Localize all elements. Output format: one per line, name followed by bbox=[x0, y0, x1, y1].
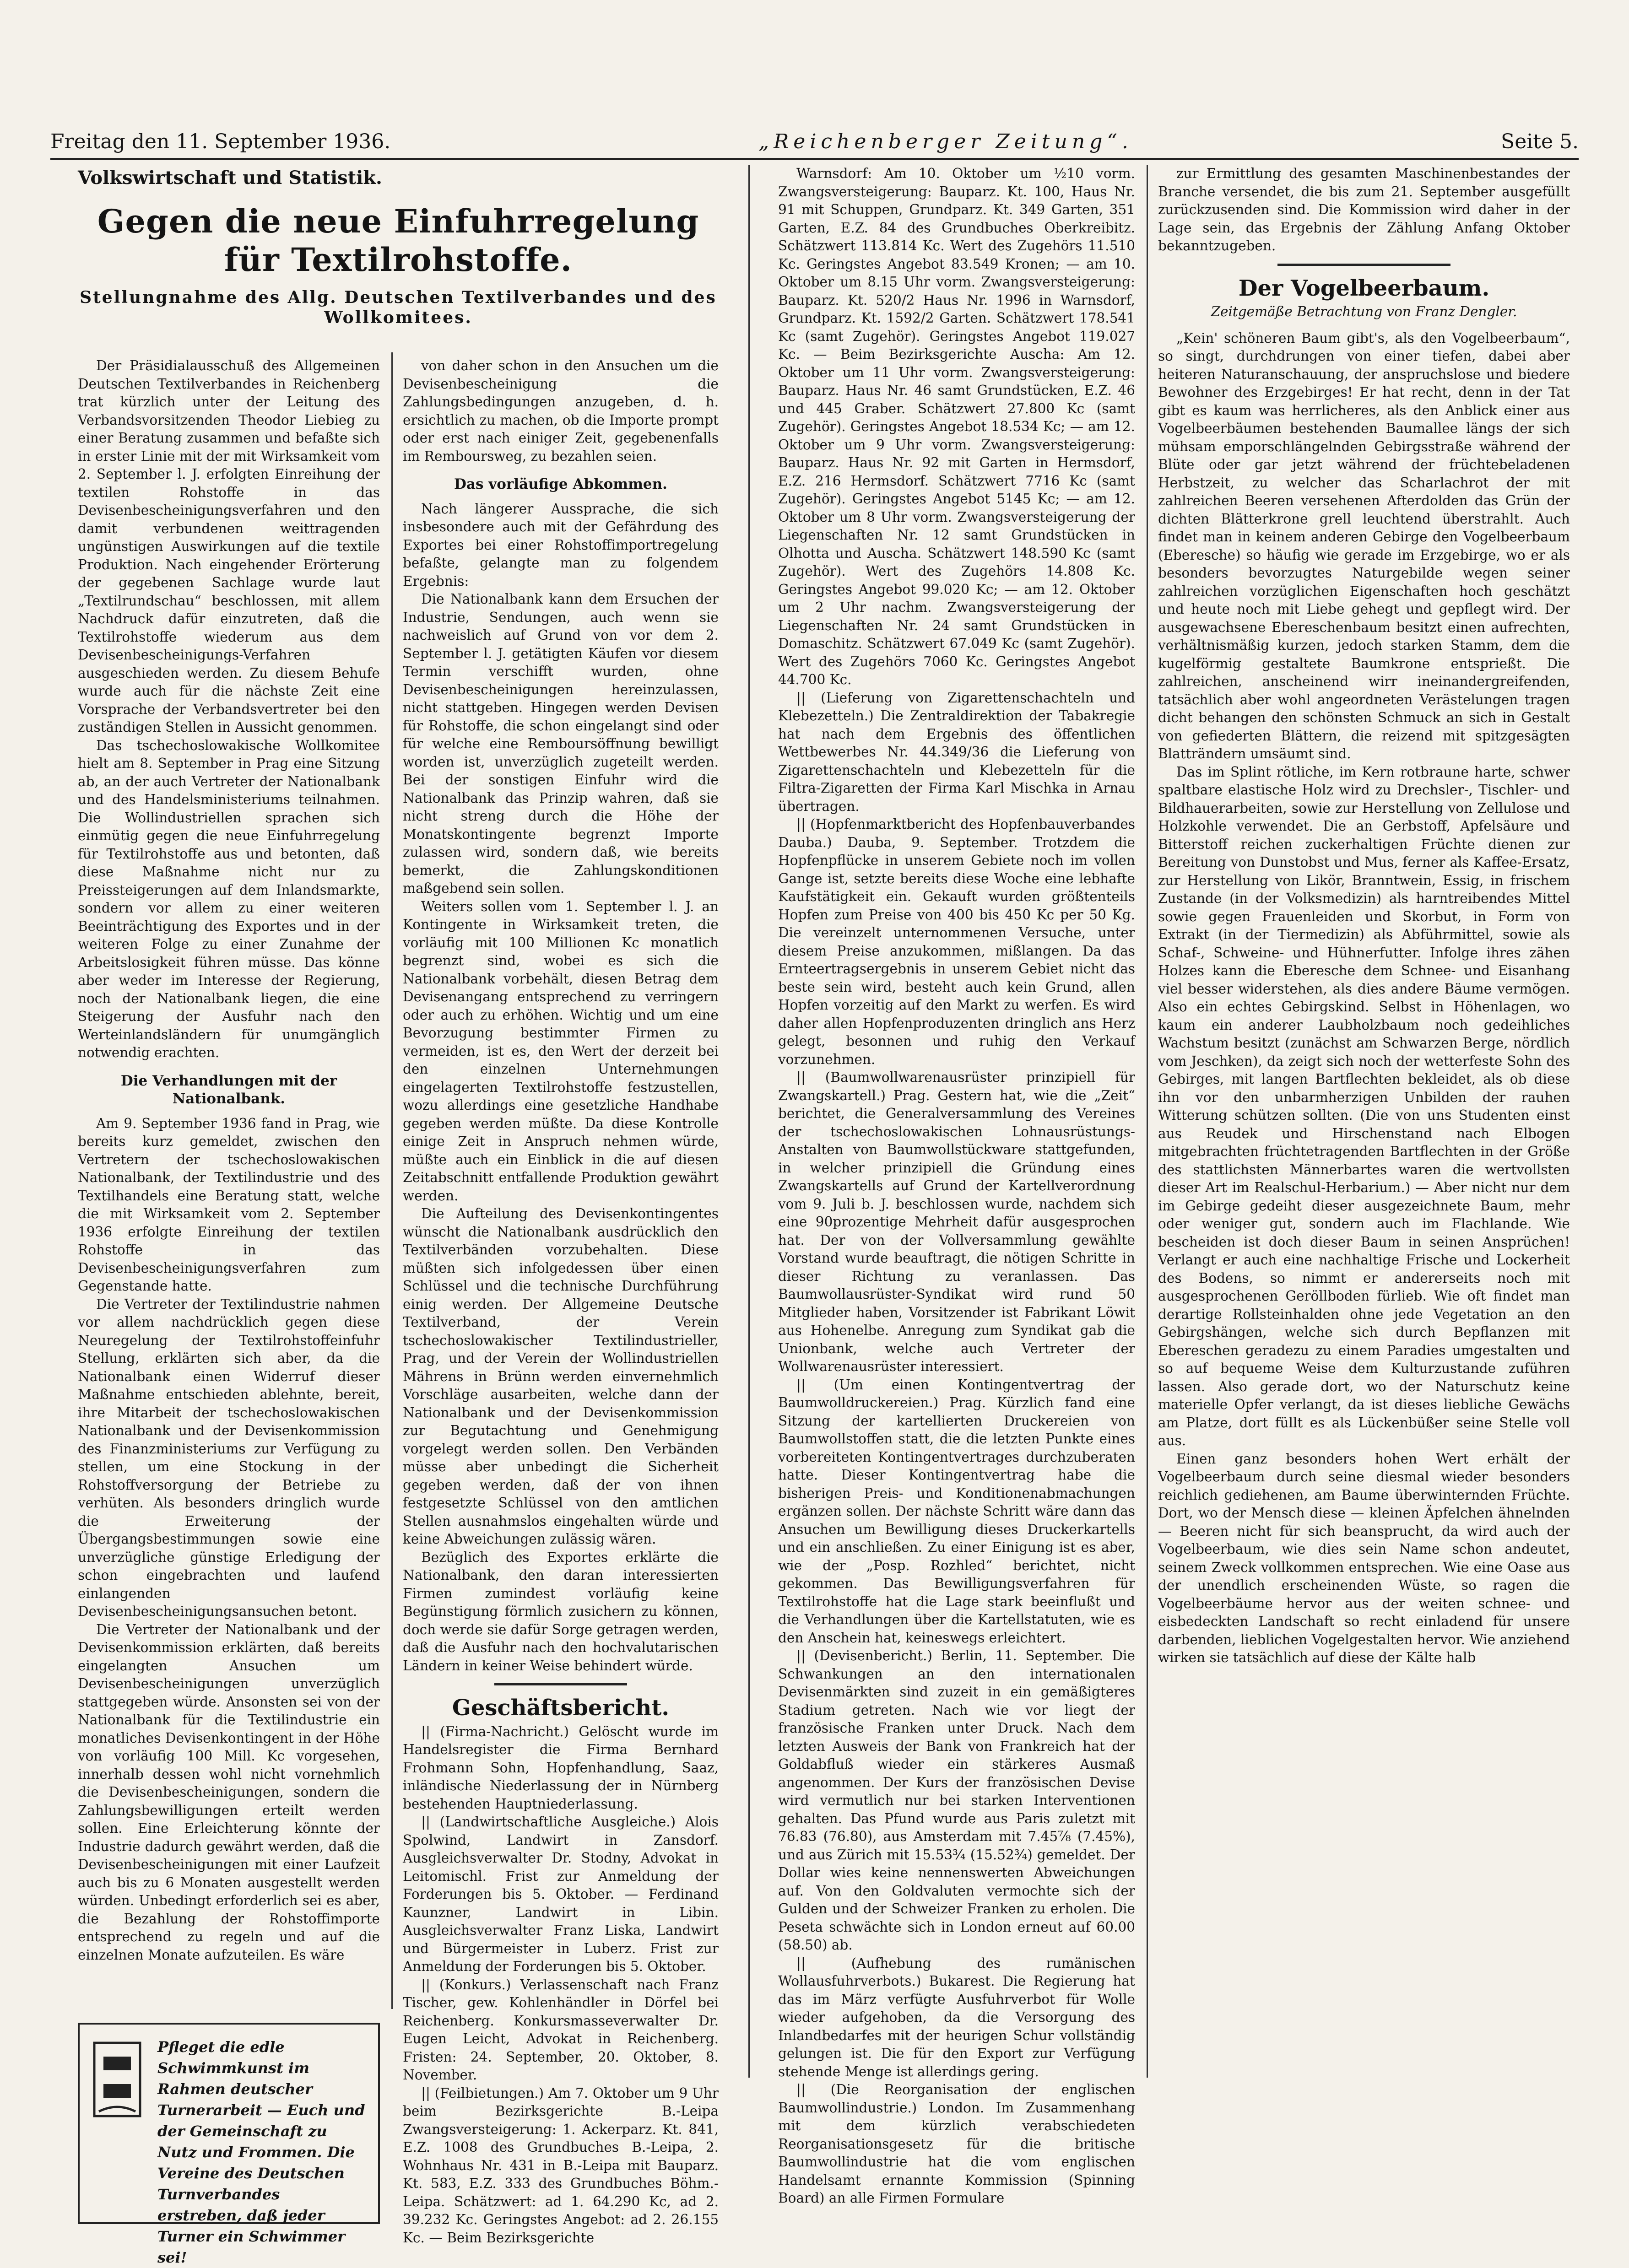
notice-paragraph: || (Um einen Kontingentvertrag der Baumwolldruckereien.) Prag. Kürzlich fand eine Sitzung der kartellierten Druckereien von Baumwollstoffen statt, die die letzten Punkte eines vorbereiteten Kontingentvertrages durchzuberaten hatte. Dieser Kontingentvertrag habe die bisherigen Preis- und Konditionenabmachungen ergänzen sollen. Der nächste Schritt wäre dann das Ansuchen um Bewilligung dieses Druckerkartells und ein anschließen. Zu einer Einigung ist es aber, wie der „Posp. Rozhled“ berichtet, nicht gekommen. Das Bewilligungsverfahren für Textilrohstoffe hat die Lage stark beeinflußt und die Verhandlungen über die Kartellstatuten, wie es den Anschein hat, keineswegs erleichtert. bbox=[778, 1377, 1135, 1646]
geschaeftsbericht-heading: Geschäftsbericht. bbox=[452, 1695, 670, 1721]
article-paragraph: Der Präsidialausschuß des Allgemeinen Deutschen Textilverbandes in Reichenberg trat kürzlich unter der Leitung des Verbandsvorsitzenden Theodor Liebieg zu einer Beratung zusammen und befaßte sich in erster Linie mit der mit Wirksamkeit vom 2. September l. J. erfolgten Einreihung der textilen Rohstoffe in das Devisenbescheinigungsverfahren und den damit verbundenen weittragenden ungünstigen Auswirkungen auf die textile Produktion. Nach eingehender Erörterung der gegebenen Sachlage wurde laut „Textilrundschau“ beschlossen, mit allem Nachdruck dafür einzutreten, daß die Textilrohstoffe wiederum aus dem Devisenbescheinigungs-Verfahren ausgeschieden werden. Zu diesem Behufe wurde auch für die nächste Zeit eine Vorsprache der Verbandsvertreter bei den zuständigen Stellen in Aussicht genommen. bbox=[78, 358, 380, 735]
notice-paragraph: || (Aufhebung des rumänischen Wollausfuhrverbots.) Bukarest. Die Regierung hat das im März verfügte Ausfuhrverbot für Wolle wieder aufgehoben, da die Versorgung des Inlandbedarfes mit der heurigen Schur vollständig gelungen ist. Die für den Export zur Verfügung stehende Menge ist allerdings gering. bbox=[778, 1955, 1135, 2079]
feuilleton-paragraph: Das im Splint rötliche, im Kern rotbraune harte, schwer spaltbare elastische Holz wird zu Drechsler-, Tischler- und Bildhauerarbeiten, sowie zur Herstellung von Zellulose und Holzkohle verwendet. Die an Gerbstoff, Apfelsäure und Bitterstoff reichen zuckerhaltigen Früchte dienen zur Bereitung von Dunstobst und Mus, ferner als Kaffee-Ersatz, zur Herstellung von Likör, Branntwein, Essig, in frischem Zustande (in der Volksmedizin) als harntreibendes Mittel sowie gegen Frauenleiden und Skorbut, in Form von Extrakt (in der Tiermedizin) als Abführmittel, sowie als Schaf-, Schweine- und Hühnerfutter. Infolge ihres zähen Holzes kann die Eberesche dem Schnee- und Eisanhang viel besser widerstehen, als dies andere Bäume vermögen. Also ein echtes Gebirgskind. Selbst in Höhenlagen, wo kaum ein anderer Laubholzbaum noch gedeihliches Wachstum besitzt (zunächst am Schwarzen Berge, nördlich vom Jeschken), da zeigt sich noch der wetterfeste Sohn des Gebirges, mit langen Bartflechten bekleidet, als ob diese ihn vor den unbarmherzigen Unbilden der rauhen Witterung schützen sollten. (Die von uns Studenten einst aus Reudek und Hirschenstand nach Elbogen mitgebrachten früchtetragenden Bartflechten in der Größe des stattlichsten Männerbartes waren die wertvollsten dieser Art im Realschul-Herbarium.) — Aber nicht nur dem im Gebirge gedeiht dieser ausgezeichnete Baum, mehr oder weniger gut, sondern auch im Flachlande. Wie bescheiden ist doch dieser Baum in seinen Ansprüchen! Verlangt er auch eine nachhaltige Frische und Lockerheit des Bodens, so nimmt er andererseits noch mit ausgesprochenen Geröllboden fürlieb. Wie oft findet man derartige Rollsteinhalden ohne jede Vegetation an den Gebirgshängen, welche sich durch Bepflanzen mit Ebereschen geradezu zu einem Paradies umgestalten und so auf bequeme Weise dem Kulturzustande zuführen lassen. Also gerade dort, wo der Naturschutz keine materielle Opfer verlangt, da ist dieses liebliche Gewächs am Platze, dort füllt es als Lückenbüßer seine Stelle voll aus. bbox=[1158, 764, 1570, 1448]
notice-paragraph: || (Feilbietungen.) Am 7. Oktober um 9 Uhr beim Bezirksgerichte B.-Leipa Zwangsversteigerung: 1. Ackerparz. Kt. 841, E.Z. 1008 des Grundbuches B.-Leipa, 2. Wohnhaus Nr. 431 in B.-Leipa mit Bauparz. Kt. 583, E.Z. 333 des Grundbuches Böhm.-Leipa. Schätzwert: ad 1. 64.290 Kc, ad 2. 39.232 Kc. Geringstes Angebot: ad 2. 26.155 Kc. — Beim Bezirksgerichte bbox=[403, 2085, 719, 2246]
notice-paragraph: || (Lieferung von Zigarettenschachteln und Klebezetteln.) Die Zentraldirektion der Tabakregie hat nach dem Ergebnis des öffentlichen Wettbewerbes Nr. 44.349/36 die Lieferung von Zigarettenschachteln und Klebezetteln für die Filtra-Zigaretten der Firma Karl Mischka in Arnau übertragen. bbox=[778, 690, 1135, 814]
column-1 bbox=[78, 357, 380, 1964]
headline-block bbox=[78, 167, 719, 334]
article-subheading: Das vorläufige Abkommen. bbox=[454, 476, 667, 492]
notice-paragraph: || (Landwirtschaftliche Ausgleiche.) Alois Spolwind, Landwirt in Zansdorf. Ausgleichsverwalter Dr. Stodny, Advokat in Leitomischl. Frist zur Anmeldung der Forderungen bis 5. Oktober. — Ferdinand Kaunzner, Landwirt in Libin. Ausgleichsverwalter Franz Liska, Landwirt und Bürgermeister in Luberz. Frist zur Anmeldung der Forderungen bis 5. Oktober. bbox=[403, 1814, 719, 1974]
article-paragraph: Bezüglich des Exportes erklärte die Nationalbank, den daran interessierten Firmen zumindest vorläufig keine Begünstigung förmlich zusichern zu können, doch werde sie dafür Sorge getragen werden, daß die Ausfuhr nach den hochvalutarischen Ländern in keiner Weise behindert würde. bbox=[403, 1549, 719, 1674]
notice-paragraph: || (Die Reorganisation der englischen Baumwollindustrie.) London. Im Zusammenhang mit dem kürzlich verabschiedeten Reorganisationsgesetz für die britische Baumwollindustrie hat die vom englischen Handelsamt ernannte Kommission (Spinning Board) an alle Firmen Formulare bbox=[778, 2082, 1135, 2206]
article-paragraph: Am 9. September 1936 fand in Prag, wie bereits kurz gemeldet, zwischen den Vertretern der tschechoslowakischen Nationalbank, der Textilindustrie und des Textilhandels eine Beratung statt, welche die mit Wirksamkeit vom 2. September 1936 erfolgte Einreihung der textilen Rohstoffe in das Devisenbescheinigungsverfahren zum Gegenstande hatte. bbox=[78, 1115, 380, 1294]
column-separator bbox=[391, 352, 393, 2009]
header-paper-name: „Reichenberger Zeitung“. bbox=[758, 130, 1133, 153]
section-divider bbox=[1277, 264, 1450, 266]
feuilleton-paragraph: Einen ganz besonders hohen Wert erhält der Vogelbeerbaum durch seine diesmal wieder besonders reichlich gediehenen, am Baume überwinternden Früchte. Dort, wo der Mensch diese — kleinen Äpfelchen ähnelnden — Beeren nicht für sich beansprucht, da wird auch der Vogelbeerbaum, wie dies sein Name schon andeutet, seinem Zweck vollkommen entsprechen. Wie eine Oase aus der unendlich erscheinenden Wüste, so ragen die Vogelbeerbäume hervor aus der weiten schnee- und eisbedeckten Landschaft so recht einladend für unsere darbenden, lieblichen Vogelgestalten hervor. Wie anziehend wirken sie tatsächlich auf diese der Kälte halb bbox=[1158, 1451, 1570, 1665]
notice-paragraph: || (Firma-Nachricht.) Gelöscht wurde im Handelsregister die Firma Bernhard Frohmann Sohn, Hopfenhandlung, Saaz, inländische Niederlassung der in Nürnberg bestehenden Hauptniederlassung. bbox=[403, 1723, 719, 1812]
article-paragraph: Die Nationalbank kann dem Ersuchen der Industrie, Sendungen, auch wenn sie nachweislich auf Grund von vor dem 2. September l. J. getätigten Käufen vor diesem Termin verschifft wurden, ohne Devisenbescheinigungen hereinzulassen, nicht stattgeben. Hingegen werden Devisen für Rohstoffe, die schon eingelangt sind oder für welche eine Remboursöffnung bewilligt worden ist, unverzüglich zugeteilt werden. Bei der sonstigen Einfuhr wird die Nationalbank das Prinzip wahren, daß sie nicht streng durch die Höhe der Monatskontingente begrenzt Importe zulassen wird, sondern daß, wie bereits bemerkt, die Zahlungskonditionen maßgebend sein sollen. bbox=[403, 591, 719, 896]
column-separator bbox=[748, 165, 750, 2078]
article-paragraph: Das tschechoslowakische Wollkomitee hielt am 8. September in Prag eine Sitzung ab, an der auch Vertreter der Nationalbank und des Handelsministeriums teilnahmen. Die Wollindustriellen sprachen sich einmütig gegen die neue Einfuhrregelung für Textilrohstoffe aus und betonten, daß diese Maßnahme nicht nur zu Preissteigerungen auf dem Inlandsmarkte, sondern vor allem zu einer weiteren Beeinträchtigung des Exportes und in der weiteren Folge zu einer Zunahme der Arbeitslosigkeit führen müsse. Das könne aber weder im Interesse der Regierung, noch der Nationalbank liegen, die eine Steigerung der Ausfuhr nach den Werteinlandsländern für unumgänglich notwendig erachten. bbox=[78, 737, 380, 1060]
header-rule bbox=[50, 158, 1579, 160]
turner-emblem-icon bbox=[90, 2038, 145, 2121]
advertisement-box bbox=[78, 2023, 380, 2266]
notice-paragraph: || (Baumwollwarenausrüster prinzipiell für Zwangskartell.) Prag. Gestern hat, wie die „Zeit“ berichtet, die Generalversammlung des Vereines der tschechoslowakischen Lohnausrüstungs-Anstalten von Baumwollstückware stattgefunden, in welcher prinzipiell die Gründung eines Zwangskartells auf Grund der Kartellverordnung vom 9. Juli b. J. beschlossen wurde, nachdem sich eine 90prozentige Mehrheit dafür ausgesprochen hat. Der von der Vollversammlung gewählte Vorstand wurde beauftragt, die nötigen Schritte in dieser Richtung zu veranlassen. Das Baumwollausrüster-Syndikat wird rund 50 Mitglieder haben, Vorsitzender ist Fabrikant Löwit aus Hohenelbe. Anregung zum Syndikat gab die Unionbank, welche auch Vertreter der Wollwarenausrüster interessiert. bbox=[778, 1069, 1135, 1374]
feuilleton-title: Der Vogelbeerbaum. bbox=[1238, 275, 1490, 301]
article-paragraph: Weiters sollen vom 1. September l. J. an Kontingente in Wirksamkeit treten, die vorläufig mit 100 Millionen Kc monatlich begrenzt sind, wobei es sich die Nationalbank vorbehält, diesen Betrag dem Devisenangang entsprechend zu verringern oder auch zu erhöhen. Wichtig und um eine Bevorzugung bestimmter Firmen zu vermeiden, ist es, den Wert der derzeit bei den einzelnen Unternehmungen eingelagerten Textilrohstoffe festzustellen, wozu allerdings eine gesetzliche Handhabe gegeben werden müßte. Da diese Kontrolle einige Zeit in Anspruch nehmen würde, müßte auch ein Einblick in die auf diesen Zeitabschnitt entfallende Produktion gewährt werden. bbox=[403, 898, 719, 1204]
article-paragraph: Die Vertreter der Nationalbank und der Devisenkommission erklärten, daß bereits eingelangten Ansuchen um Devisenbescheinigungen unverzüglich stattgegeben würde. Ansonsten sei von der Nationalbank für die Textilindustrie ein monatliches Devisenkontingent in der Höhe von vorläufig 100 Mill. Kc vorgesehen, innerhalb dessen wohl nicht vornehmlich die Devisenbescheinigungen, sondern die Zahlungsbewilligungen erteilt werden sollen. Eine Erleichterung könnte der Industrie dadurch gewährt werden, daß die Devisenbescheinigungen mit einer Laufzeit auch bis zu 6 Monaten ausgestellt werden würden. Unbedingt erforderlich sei es aber, die Bezahlung der Rohstoffimporte entsprechend zu regeln und auf die einzelnen Monate aufzuteilen. Es wäre bbox=[78, 1621, 380, 1963]
article-subheading: Die Verhandlungen mit der Nationalbank. bbox=[120, 1072, 337, 1107]
column-separator bbox=[1147, 165, 1148, 2078]
article-paragraph: Die Aufteilung des Devisenkontingentes wünscht die Nationalbank ausdrücklich den Textilverbänden vorzubehalten. Diese müßten sich infolgedessen über einen Schlüssel und die technische Durchführung einig werden. Der Allgemeine Deutsche Textilverband, der Verein tschechoslowakischer Textilindustrieller, Prag, und der Verein der Wollindustriellen Mährens in Brünn werden einvernehmlich Vorschläge ausarbeiten, welche dann der Nationalbank und der Devisenkommission zur Begutachtung und Genehmigung vorgelegt werden sollen. Den Verbänden müsse aber unbedingt die Sicherheit gegeben werden, daß der von ihnen festgesetzte Schlüssel von den amtlichen Stellen ausnahmslos eingehalten würde und keine Abweichungen zulässig wären. bbox=[403, 1206, 719, 1547]
header-page-number: Seite 5. bbox=[1501, 130, 1579, 153]
section-label: Volkswirtschaft und Statistik. bbox=[78, 167, 382, 189]
subheadline: Stellungnahme des Allg. Deutschen Textilverbandes und des Wollkomitees. bbox=[80, 288, 717, 327]
notice-paragraph: || (Hopfenmarktbericht des Hopfenbauverbandes Dauba.) Dauba, 9. September. Trotzdem die Hopfenpflücke in unserem Gebiete noch im vollen Gange ist, setzte bereits diese Woche eine lebhafte Kaufstätigkeit ein. Gekauft wurden größtenteils Hopfen zum Preise von 400 bis 450 Kc per 50 Kg. Die vereinzelt unternommenen Versuche, unter diesem Preise anzukommen, mißlangen. Da das Ernteertragsergebnis in unserem Gebiet nicht das beste sein wird, besteht auch kein Grund, allen Hopfen vorzeitig auf den Markt zu werfen. Es wird daher allen Hopfenproduzenten dringlich ans Herz gelegt, besonnen und ruhig den Verkauf vorzunehmen. bbox=[778, 816, 1135, 1067]
feuilleton-paragraph: „Kein' schöneren Baum gibt's, als den Vogelbeerbaum“, so singt, durchdrungen von einer tiefen, dabei aber heiteren Naturanschauung, der anspruchslose und biedere Bewohner des Erzgebirges! Er hat recht, denn in der Tat gibt es kaum was herrlicheres, als den Anblick einer aus Vogelbeerbäumen bestehenden Baumallee längs der sich mühsam emporschlängelnden Gebirgsstraße während der Blüte oder gar jetzt während der früchtebeladenen Herbstzeit, zu welcher das Scharlachrot der mit zahlreichen Beeren versehenen Afterdolden das Grün der dichten Blätterkrone grell leuchtend überstrahlt. Auch findet man in keinem anderen Gebirge den Vogelbeerbaum (Eberesche) so häufig wie gerade im Erzgebirge, wo er als besonders bevorzugtes Naturgebilde wegen seiner zahlreichen vorzüglichen Eigenschaften hoch geschätzt und heute noch mit Liebe gehegt und gepflegt wird. Der ausgewachsene Ebereschenbaum besitzt einen aufrechten, verhältnismäßig kurzen, jedoch starken Stamm, dem die kugelförmig gestaltete Baumkrone entsprießt. Die zahlreichen, anscheinend wirr ineinandergreifenden, tatsächlich aber wohl angeordneten Verästelungen tragen dicht behangen den schönsten Schmuck an sich in Gestalt von gefiederten Blättern, die reizend mit spitzgesägten Blatträndern umsäumt sind. bbox=[1158, 330, 1570, 761]
header-date: Freitag den 11. September 1936. bbox=[50, 130, 391, 153]
column-3 bbox=[778, 165, 1135, 2208]
column-2 bbox=[403, 357, 719, 2247]
notice-paragraph: zur Ermittlung des gesamten Maschinenbestandes der Branche versendet, die bis zum 21. September ausgefüllt zurückzusenden sind. Die Kommission wird daher in der Lage sein, das Ergebnis der Zählung Anfang Oktober bekanntzugeben. bbox=[1158, 166, 1570, 254]
feuilleton-byline: Zeitgemäße Betrachtung von Franz Dengler. bbox=[1211, 304, 1517, 319]
notice-paragraph: || (Devisenbericht.) Berlin, 11. September. Die Schwankungen an den internationalen Devisenmärkten sind zuzeit in ein gemäßigteres Stadium getreten. Nach wie vor liegt der französische Franken unter Druck. Nach dem letzten Ausweis der Bank von Frankreich hat der Goldabfluß wieder ein stärkeres Ausmaß angenommen. Der Kurs der französischen Devise wird vermutlich nur bei starken Interventionen gehalten. Das Pfund wurde aus Paris zuletzt mit 76.83 (76.80), aus Amsterdam mit 7.45⅞ (7.45%), und aus Zürich mit 15.53¾ (15.52¾) gemeldet. Der Dollar wies keine nennenswerten Abweichungen auf. Von den Goldvaluten vermochte sich der Gulden und der Schweizer Franken zu erholen. Die Peseta schwächte sich in London erneut auf 60.00 (58.50) ab. bbox=[778, 1648, 1135, 1953]
article-paragraph: Die Vertreter der Textilindustrie nahmen vor allem nachdrücklich gegen diese Neuregelung der Textilrohstoffeinfuhr Stellung, erklärten sich aber, da die Nationalbank einen Widerruf dieser Maßnahme entschieden ablehnte, bereit, ihre Mitarbeit der tschechoslowakischen Nationalbank und der Devisenkommission des Finanzministeriums zur Verfügung zu stellen, um eine Stockung in der Rohstoffversorgung der Betriebe zu verhüten. Als besonders dringlich wurde die Erweiterung der Übergangsbestimmungen sowie eine unverzügliche günstige Erledigung der schon eingebrachten und laufend einlangenden Devisenbescheinigungsansuchen betont. bbox=[78, 1296, 380, 1619]
page-header bbox=[50, 112, 1579, 153]
column-4 bbox=[1158, 165, 1570, 1667]
headline: Gegen die neue Einfuhrregelung für Textilrohstoffe. bbox=[97, 202, 699, 279]
notice-paragraph: || (Konkurs.) Verlassenschaft nach Franz Tischer, gew. Kohlenhändler in Dörfel bei Reichenberg. Konkursmasseverwalter Dr. Eugen Leicht, Advokat in Reichenberg. Fristen: 24. September, 20. Oktober, 8. November. bbox=[403, 1976, 719, 2083]
section-divider bbox=[494, 1683, 627, 1685]
article-paragraph: von daher schon in den Ansuchen um die Devisenbescheinigung die Zahlungsbedingungen anzugeben, d. h. ersichtlich zu machen, ob die Importe prompt oder erst nach einiger Zeit, gegebenenfalls im Remboursweg, zu bezahlen seien. bbox=[403, 358, 719, 464]
article-paragraph: Nach längerer Aussprache, die sich insbesondere auch mit der Gefährdung des Exportes bei einer Rohstoffimportregelung befaßte, gelangte man zu folgendem Ergebnis: bbox=[403, 501, 719, 589]
advertisement-text: Pfleget die edle Schwimmkunst im Rahmen deutscher Turnerarbeit — Euch und der Gemeinschaft zu Nutz und Frommen. Die Vereine des Deutschen Turnverbandes erstreben, daß jeder Turner ein Schwimmer sei! bbox=[157, 2038, 365, 2266]
notice-paragraph: Warnsdorf: Am 10. Oktober um ½10 vorm. Zwangsversteigerung: Bauparz. Kt. 100, Haus Nr. 91 mit Schuppen, Grundparz. Kt. 349 Garten, 351 Garten, E.Z. 84 des Grundbuches Oberkreibitz. Schätzwert 113.814 Kc. Wert des Zugehörs 11.510 Kc. Geringstes Angebot 83.549 Kronen; — am 10. Oktober um 8.15 Uhr vorm. Zwangsversteigerung: Bauparz. Kt. 520/2 Haus Nr. 1996 in Warnsdorf, Grundparz. Kt. 1592/2 Garten. Schätzwert 178.541 Kc (samt Zugehör). Geringstes Angebot 119.027 Kc. — Beim Bezirksgerichte Auscha: Am 12. Oktober um 11 Uhr vorm. Zwangsversteigerung: Bauparz. Haus Nr. 46 samt Grundstücken, E.Z. 46 und 445 Graber. Schätzwert 27.800 Kc (samt Zugehör). Geringstes Angebot 18.534 Kc; — am 12. Oktober um 9 Uhr vorm. Zwangsversteigerung: Bauparz. Haus Nr. 92 mit Garten in Hermsdorf, E.Z. 216 Hermsdorf. Schätzwert 7716 Kc (samt Zugehör). Geringstes Angebot 5145 Kc; — am 12. Oktober um 8 Uhr vorm. Zwangsversteigerung der Liegenschaften Nr. 12 samt Grundstücken in Olhotta und Auscha. Schätzwert 148.590 Kc (samt Zugehör). Wert des Zugehörs 14.808 Kc. Geringstes Angebot 99.020 Kc; — am 12. Oktober um 2 Uhr nachm. Zwangsversteigerung der Liegenschaften Nr. 24 samt Grundstücken in Domaschitz. Schätzwert 67.049 Kc (samt Zugehör). Wert des Zugehörs 7060 Kc. Geringstes Angebot 44.700 Kc. bbox=[778, 166, 1135, 687]
